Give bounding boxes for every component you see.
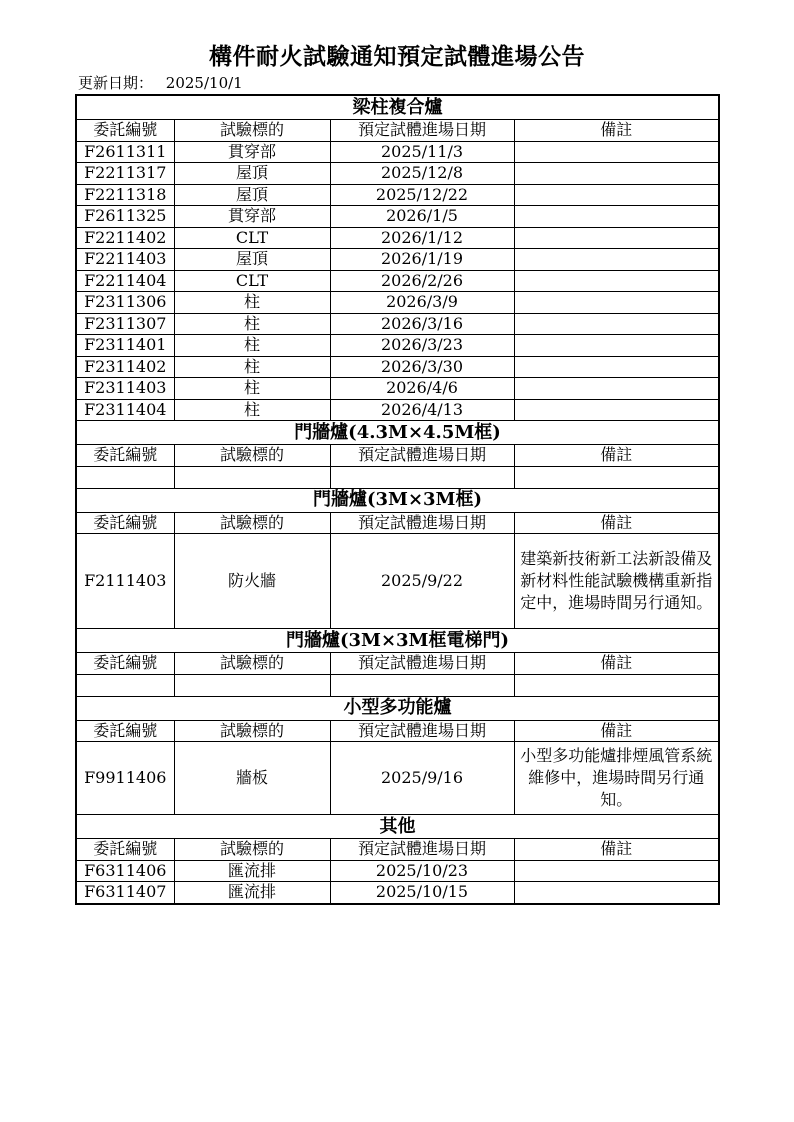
cell-date: 2025/9/22: [330, 534, 514, 629]
cell-target: 柱: [174, 399, 330, 421]
section-title: 門牆爐(4.3M×4.5M框): [76, 421, 719, 445]
update-line: [78, 72, 243, 93]
update-label: 更新日期：: [78, 74, 154, 92]
cell-target: 柱: [174, 378, 330, 400]
table-row: [76, 227, 719, 249]
cell-id: F2211317: [76, 163, 174, 185]
header-note: 備註: [514, 512, 719, 534]
section-title-row: [76, 696, 719, 720]
cell-date: 2025/9/16: [330, 742, 514, 815]
cell-target: 柱: [174, 292, 330, 314]
table-row: [76, 206, 719, 228]
cell-note: [514, 184, 719, 206]
cell-date: 2025/12/8: [330, 163, 514, 185]
cell-id: F2311401: [76, 335, 174, 357]
empty-cell: [330, 466, 514, 488]
cell-id: F2311306: [76, 292, 174, 314]
cell-note: [514, 227, 719, 249]
header-id: 委託編號: [76, 445, 174, 467]
column-header-row: [76, 512, 719, 534]
section-title: 門牆爐(3M×3M框電梯門): [76, 629, 719, 653]
table-row: [76, 292, 719, 314]
cell-date: 2026/4/6: [330, 378, 514, 400]
column-header-row: [76, 720, 719, 742]
cell-id: F2311404: [76, 399, 174, 421]
header-id: 委託編號: [76, 839, 174, 861]
header-date: 預定試體進場日期: [330, 653, 514, 675]
cell-target: 貫穿部: [174, 206, 330, 228]
section-title: 梁柱複合爐: [76, 95, 719, 120]
cell-note: 建築新技術新工法新設備及新材料性能試驗機構重新指定中，進場時間另行通知。: [514, 534, 719, 629]
cell-target: 貫穿部: [174, 141, 330, 163]
table-row: [76, 184, 719, 206]
cell-date: 2026/3/30: [330, 356, 514, 378]
section-title: 其他: [76, 815, 719, 839]
table-row: [76, 270, 719, 292]
header-target: 試驗標的: [174, 720, 330, 742]
table-row: [76, 356, 719, 378]
table-row: [76, 335, 719, 357]
table-row: [76, 742, 719, 815]
cell-id: F2211403: [76, 249, 174, 271]
cell-date: 2026/4/13: [330, 399, 514, 421]
section-title: 門牆爐(3M×3M框): [76, 488, 719, 512]
cell-date: 2026/1/19: [330, 249, 514, 271]
table-row: [76, 163, 719, 185]
cell-note: [514, 163, 719, 185]
header-date: 預定試體進場日期: [330, 720, 514, 742]
cell-id: F6311406: [76, 860, 174, 882]
cell-note: [514, 206, 719, 228]
empty-row: [76, 466, 719, 488]
empty-cell: [76, 674, 174, 696]
header-target: 試驗標的: [174, 512, 330, 534]
cell-id: F2611325: [76, 206, 174, 228]
table-row: [76, 313, 719, 335]
section-title-row: [76, 815, 719, 839]
header-note: 備註: [514, 653, 719, 675]
section-title-row: [76, 488, 719, 512]
cell-id: F2211402: [76, 227, 174, 249]
header-date: 預定試體進場日期: [330, 512, 514, 534]
cell-note: [514, 313, 719, 335]
table-row: [76, 141, 719, 163]
cell-id: F2311402: [76, 356, 174, 378]
header-target: 試驗標的: [174, 120, 330, 142]
cell-note: [514, 292, 719, 314]
table-row: [76, 534, 719, 629]
column-header-row: [76, 445, 719, 467]
cell-id: F2211318: [76, 184, 174, 206]
empty-row: [76, 674, 719, 696]
cell-target: 屋頂: [174, 184, 330, 206]
cell-id: F2311403: [76, 378, 174, 400]
cell-note: [514, 270, 719, 292]
empty-cell: [174, 466, 330, 488]
header-id: 委託編號: [76, 653, 174, 675]
section-title-row: [76, 629, 719, 653]
header-target: 試驗標的: [174, 653, 330, 675]
cell-note: [514, 399, 719, 421]
table-row: [76, 249, 719, 271]
header-note: 備註: [514, 720, 719, 742]
cell-id: F2111403: [76, 534, 174, 629]
column-header-row: [76, 653, 719, 675]
cell-target: 柱: [174, 335, 330, 357]
cell-date: 2026/3/23: [330, 335, 514, 357]
cell-target: 柱: [174, 356, 330, 378]
section-title-row: [76, 95, 719, 120]
schedule-table: [75, 94, 720, 905]
cell-date: 2025/11/3: [330, 141, 514, 163]
cell-id: F9911406: [76, 742, 174, 815]
header-target: 試驗標的: [174, 445, 330, 467]
empty-cell: [514, 674, 719, 696]
cell-date: 2026/1/12: [330, 227, 514, 249]
empty-cell: [330, 674, 514, 696]
cell-id: F2311307: [76, 313, 174, 335]
table-row: [76, 860, 719, 882]
section-title-row: [76, 421, 719, 445]
cell-date: 2025/10/23: [330, 860, 514, 882]
cell-target: 匯流排: [174, 860, 330, 882]
table-row: [76, 378, 719, 400]
cell-target: 防火牆: [174, 534, 330, 629]
cell-id: F2611311: [76, 141, 174, 163]
header-id: 委託編號: [76, 120, 174, 142]
cell-id: F2211404: [76, 270, 174, 292]
header-date: 預定試體進場日期: [330, 839, 514, 861]
cell-date: 2026/1/5: [330, 206, 514, 228]
page-title: 構件耐火試驗通知預定試體進場公告: [209, 43, 585, 70]
cell-note: 小型多功能爐排煙風管系統維修中，進場時間另行通知。: [514, 742, 719, 815]
table-row: [76, 882, 719, 904]
cell-note: [514, 882, 719, 904]
cell-date: 2025/12/22: [330, 184, 514, 206]
cell-date: 2026/3/9: [330, 292, 514, 314]
empty-cell: [76, 466, 174, 488]
empty-cell: [514, 466, 719, 488]
table-row: [76, 399, 719, 421]
section-title: 小型多功能爐: [76, 696, 719, 720]
header-note: 備註: [514, 839, 719, 861]
cell-date: 2025/10/15: [330, 882, 514, 904]
cell-target: 屋頂: [174, 163, 330, 185]
header-id: 委託編號: [76, 720, 174, 742]
cell-note: [514, 141, 719, 163]
cell-note: [514, 249, 719, 271]
header-id: 委託編號: [76, 512, 174, 534]
cell-target: CLT: [174, 227, 330, 249]
update-date: 2025/10/1: [165, 74, 243, 92]
cell-note: [514, 335, 719, 357]
column-header-row: [76, 839, 719, 861]
cell-note: [514, 378, 719, 400]
cell-date: 2026/2/26: [330, 270, 514, 292]
header-date: 預定試體進場日期: [330, 445, 514, 467]
cell-note: [514, 860, 719, 882]
cell-id: F6311407: [76, 882, 174, 904]
cell-target: 屋頂: [174, 249, 330, 271]
cell-target: CLT: [174, 270, 330, 292]
header-target: 試驗標的: [174, 839, 330, 861]
header-note: 備註: [514, 445, 719, 467]
cell-target: 匯流排: [174, 882, 330, 904]
empty-cell: [174, 674, 330, 696]
header-note: 備註: [514, 120, 719, 142]
column-header-row: [76, 120, 719, 142]
cell-date: 2026/3/16: [330, 313, 514, 335]
cell-target: 柱: [174, 313, 330, 335]
cell-target: 牆板: [174, 742, 330, 815]
cell-note: [514, 356, 719, 378]
header-date: 預定試體進場日期: [330, 120, 514, 142]
